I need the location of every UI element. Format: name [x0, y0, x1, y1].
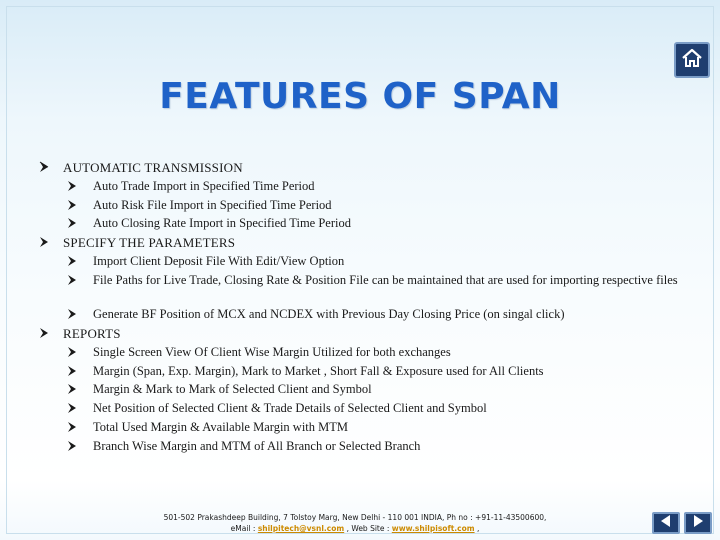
list-item: Net Position of Selected Client & Trade Details of Selected Client and Symbol — [66, 401, 686, 416]
list-item: Auto Trade Import in Specified Time Period — [66, 179, 686, 194]
section-heading-1: AUTOMATIC TRANSMISSION — [38, 160, 243, 175]
footer-address: 501-502 Prakashdeep Building, 7 Tolstoy Marg, New Delhi - 110 001 INDIA, Ph no : +91-11-43500600, — [163, 513, 547, 522]
prev-arrow-icon — [658, 514, 674, 533]
arrow-bullet-icon — [66, 307, 78, 321]
section-heading-3: REPORTS — [38, 326, 121, 341]
list-item: Margin (Span, Exp. Margin), Mark to Market , Short Fall & Exposure used for All Clients — [66, 364, 686, 379]
arrow-bullet-icon — [38, 235, 50, 249]
previous-slide-button[interactable] — [652, 512, 680, 534]
home-button[interactable] — [674, 42, 710, 78]
arrow-bullet-icon — [66, 198, 78, 212]
list-item: Single Screen View Of Client Wise Margin Utilized for both exchanges — [66, 345, 686, 360]
arrow-bullet-icon — [66, 401, 78, 415]
list-item: Auto Closing Rate Import in Specified Time Period — [66, 216, 686, 231]
list-item: Generate BF Position of MCX and NCDEX with Previous Day Closing Price (on singal click) — [66, 307, 686, 322]
arrow-bullet-icon — [66, 364, 78, 378]
arrow-bullet-icon — [66, 439, 78, 453]
list-item: Margin & Mark to Mark of Selected Client and Symbol — [66, 382, 686, 397]
arrow-bullet-icon — [66, 420, 78, 434]
list-item: Auto Risk File Import in Specified Time Period — [66, 198, 686, 213]
next-slide-button[interactable] — [684, 512, 712, 534]
list-item: Total Used Margin & Available Margin with MTM — [66, 420, 686, 435]
website-link[interactable]: www.shilpisoft.com — [391, 524, 475, 533]
arrow-bullet-icon — [66, 345, 78, 359]
section-heading-2: SPECIFY THE PARAMETERS — [38, 235, 235, 250]
next-arrow-icon — [690, 514, 706, 533]
footer-contact — [120, 512, 590, 534]
list-item: Branch Wise Margin and MTM of All Branch or Selected Branch — [66, 439, 686, 454]
arrow-bullet-icon — [38, 160, 50, 174]
email-link[interactable]: shilpitech@vsnl.com — [257, 524, 345, 533]
arrow-bullet-icon — [66, 382, 78, 396]
list-item: File Paths for Live Trade, Closing Rate & Position File can be maintained that are used for importing respective files — [66, 273, 686, 288]
arrow-bullet-icon — [66, 216, 78, 230]
arrow-bullet-icon — [66, 179, 78, 193]
slide-title: FEATURES OF SPAN — [159, 76, 561, 117]
arrow-bullet-icon — [66, 254, 78, 268]
list-item: Import Client Deposit File With Edit/View Option — [66, 254, 686, 269]
footer-links-line: eMail : shilpitech@vsnl.com , Web Site : www.shilpisoft.com , — [230, 524, 480, 533]
arrow-bullet-icon — [66, 273, 78, 287]
home-icon — [680, 46, 704, 75]
arrow-bullet-icon — [38, 326, 50, 340]
